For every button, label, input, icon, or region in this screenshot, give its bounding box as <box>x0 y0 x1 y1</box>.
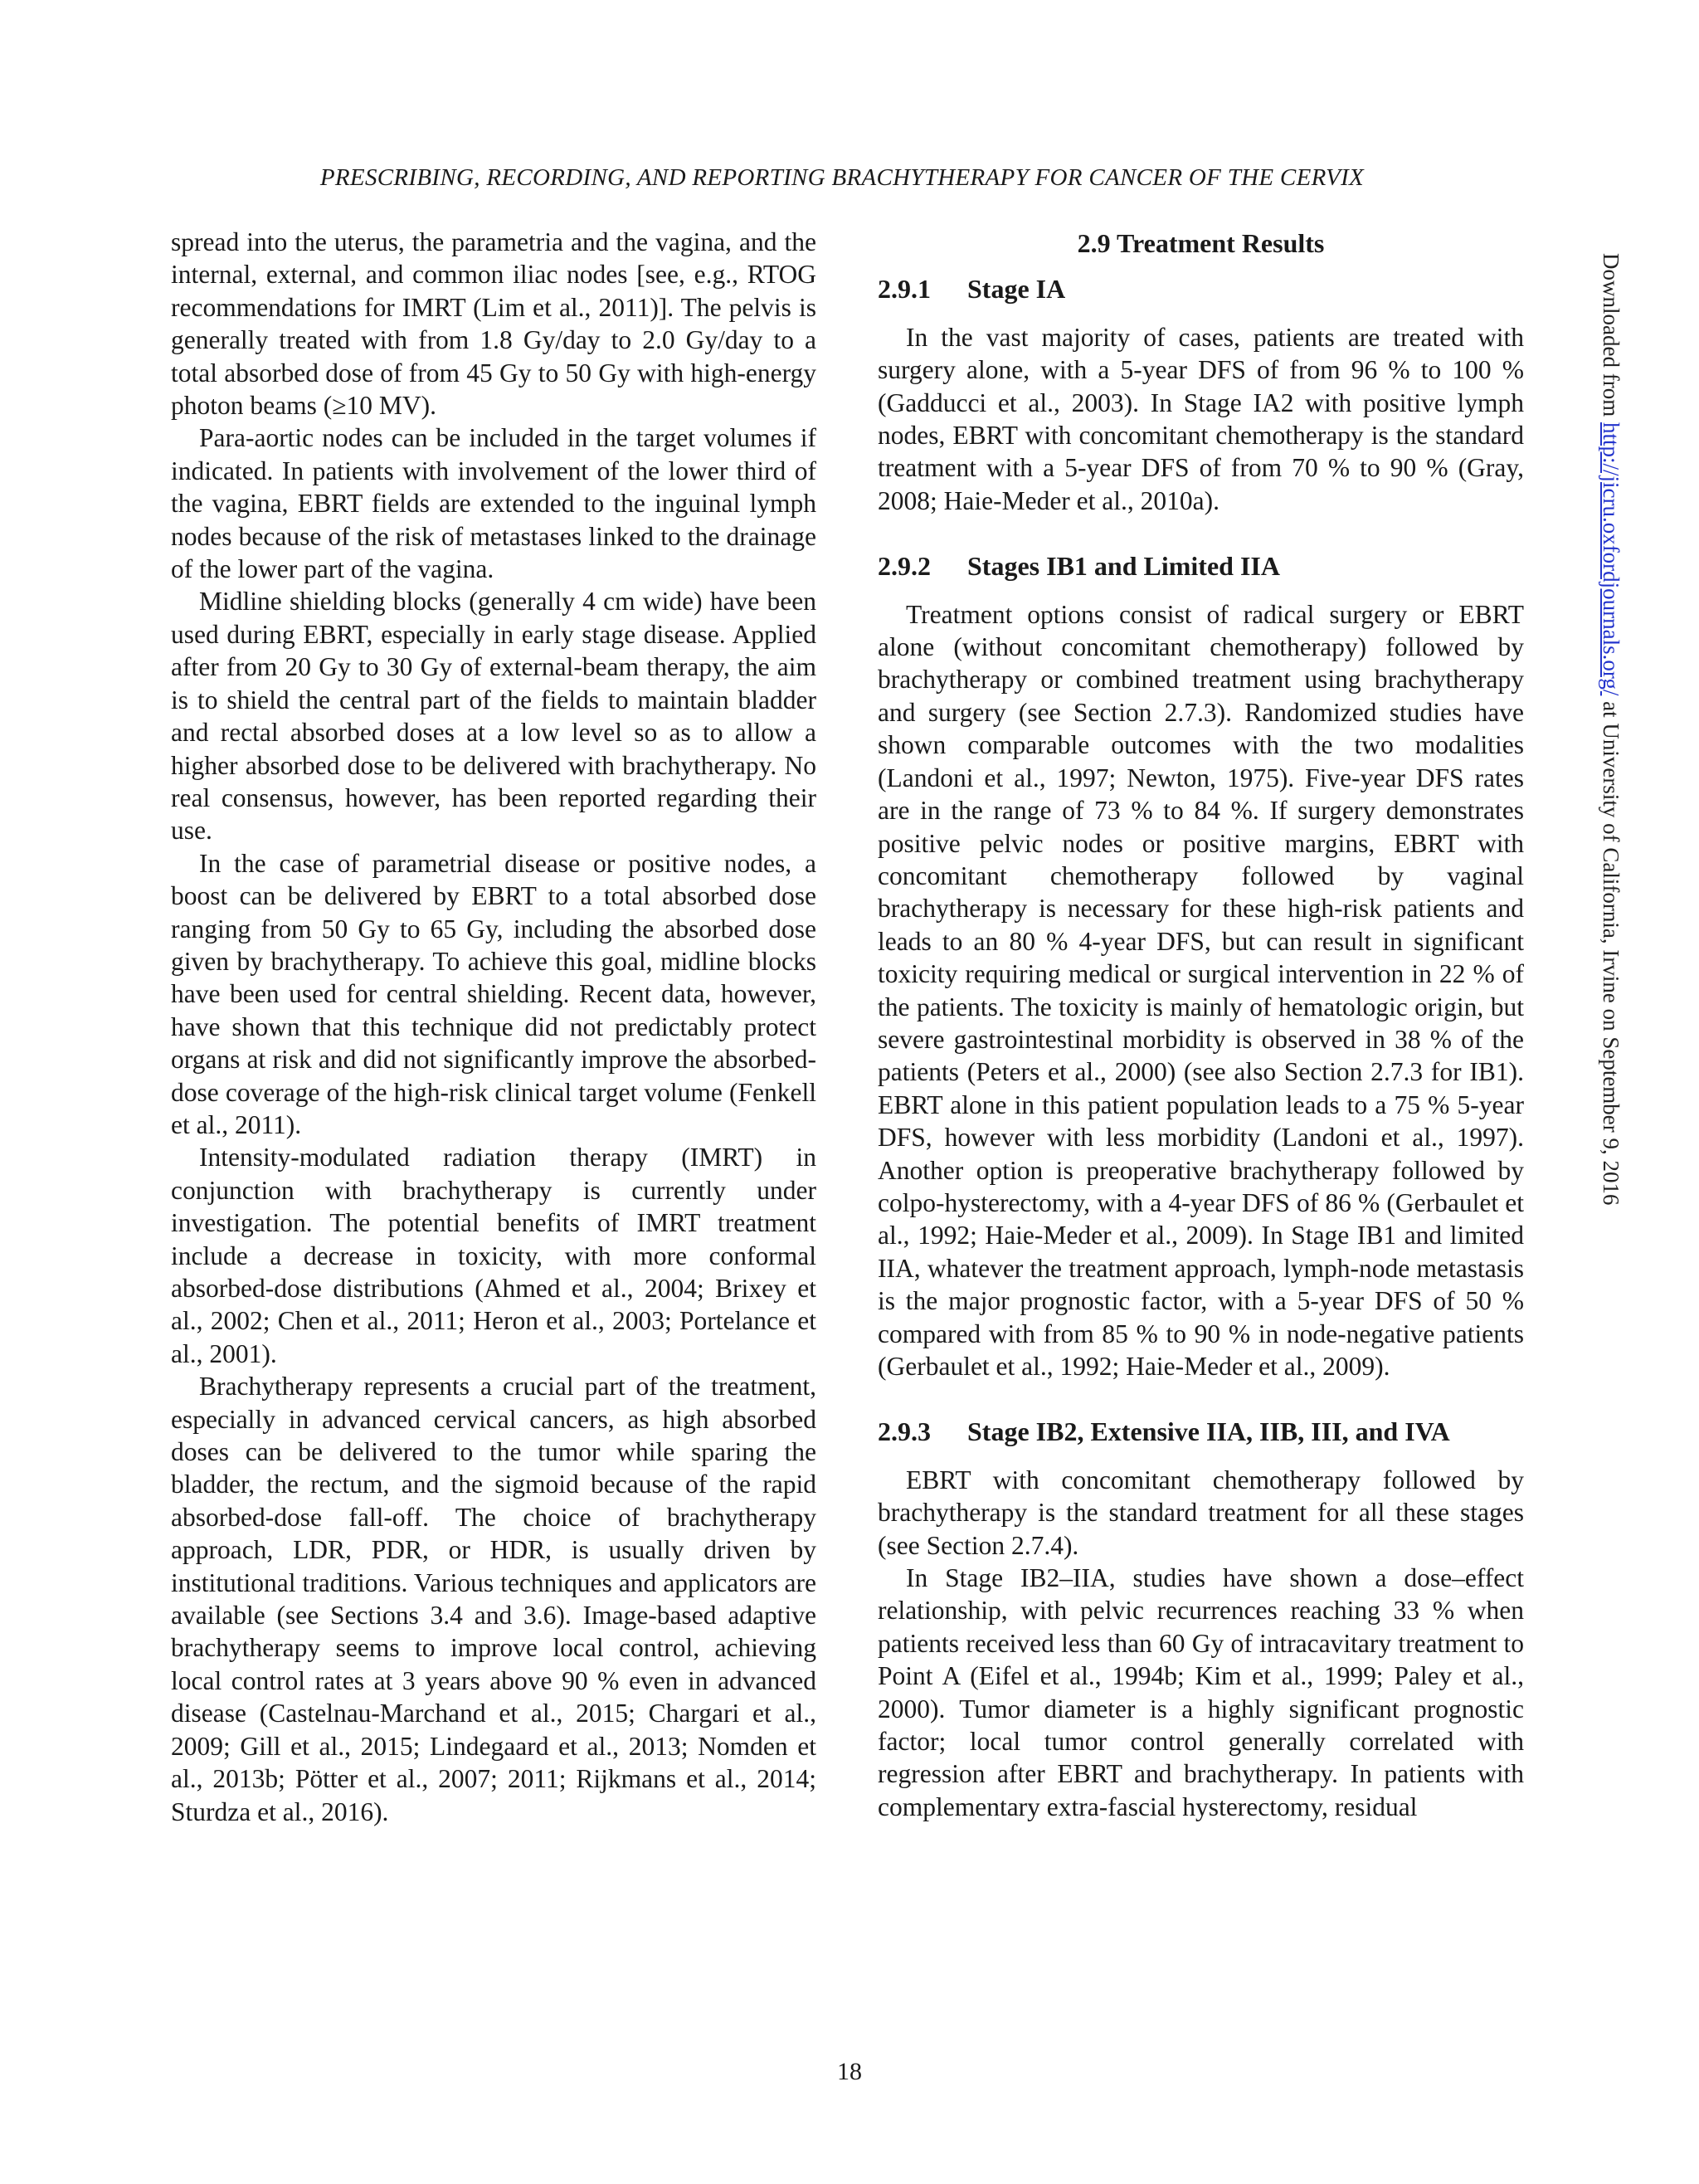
paragraph: In Stage IB2–IIA, studies have shown a dose–effect relationship, with pelvic recurrences reaching 33 % when patients received less than 60 Gy of intracavitary treatment to Point A (Eifel et al., 1994b; Kim et al., 1999; Paley et al., 2000). Tumor diameter is a highly significant prognostic factor; local tumor control generally correlated with regression after EBRT and brachytherapy. In patients with complementary extra-fascial hysterectomy, residual <box>878 1563 1524 1821</box>
paragraph: In the vast majority of cases, patients are treated with surgery alone, with a 5-year DFS of from 96 % to 100 % (Gadducci et al., 2003). In Stage IA2 with positive lymph nodes, EBRT with concomitant chemotherapy is the standard treatment with a 5-year DFS of from 70 % to 90 % (Gray, 2008; Haie-Meder et al., 2010a). <box>878 322 1524 515</box>
subsection-title: Stage IB2, Extensive IIA, IIB, III, and IVA <box>967 1416 1450 1447</box>
left-column <box>171 226 816 1828</box>
journal-link[interactable]: http://jicru.oxfordjournals.org/ <box>1599 422 1624 696</box>
page-number: 18 <box>837 2058 862 2085</box>
subsection-number: 2.9.2 <box>878 551 931 582</box>
subsection-heading <box>878 550 1524 583</box>
paragraph: Para-aortic nodes can be included in the target volumes if indicated. In patients with involvement of the lower third of the vagina, EBRT fields are extended to the inguinal lymph nodes because of the risk of metastases linked to the drainage of the lower part of the vagina. <box>171 423 816 584</box>
download-note-prefix: Downloaded from <box>1599 253 1624 422</box>
subsection-heading <box>878 1416 1524 1448</box>
subsection-number: 2.9.1 <box>878 274 931 305</box>
subsection-number: 2.9.3 <box>878 1416 931 1447</box>
subsection-title: Stages IB1 and Limited IIA <box>967 551 1280 582</box>
subsection-heading <box>878 273 1524 305</box>
subsection-title: Stage IA <box>967 274 1066 305</box>
paragraph: Midline shielding blocks (generally 4 cm wide) have been used during EBRT, especially in early stage disease. Applied after from 20 Gy to 30 Gy of external-beam therapy, the aim is to shield the central part of the fields to maintain bladder and rectal absorbed doses at a low level so as to allow a higher absorbed dose to be delivered with brachytherapy. No real consensus, however, has been reported regarding their use. <box>171 587 816 846</box>
paragraph: spread into the uterus, the parametria and the vagina, and the internal, external, and common iliac nodes [see, e.g., RTOG recommendations for IMRT (Lim et al., 2011)]. The pelvis is generally treated with from 1.8 Gy/day to 2.0 Gy/day to a total absorbed dose of from 45 Gy to 50 Gy with high-energy photon beams (≥10 MV). <box>171 227 816 421</box>
paragraph: Intensity-modulated radiation therapy (IMRT) in conjunction with brachytherapy is currently under investigation. The potential benefits of IMRT treatment include a decrease in toxicity, with more conformal absorbed-dose distributions (Ahmed et al., 2004; Brixey et al., 2002; Chen et al., 2011; Heron et al., 2003; Portelance et al., 2001). <box>171 1143 816 1368</box>
download-note <box>1598 253 1624 1206</box>
right-column <box>878 226 1524 1823</box>
running-title: PRESCRIBING, RECORDING, AND REPORTING BRACHYTHERAPY FOR CANCER OF THE CERVIX <box>319 164 1365 191</box>
paragraph: Brachytherapy represents a crucial part of the treatment, especially in advanced cervical cancers, as high absorbed doses can be delivered to the tumor while sparing the bladder, the rectum, and the sigmoid because of the rapid absorbed-dose fall-off. The choice of brachytherapy approach, LDR, PDR, or HDR, is usually driven by institutional traditions. Various techniques and applicators are available (see Sections 3.4 and 3.6). Image-based adaptive brachytherapy seems to improve local control, achieving local control rates at 3 years above 90 % even in advanced disease (Castelnau-Marchand et al., 2015; Chargari et al., 2009; Gill et al., 2015; Lindegaard et al., 2013; Nomden et al., 2013b; Pötter et al., 2007; 2011; Rijkmans et al., 2014; Sturdza et al., 2016). <box>171 1372 816 1826</box>
section-title: 2.9 Treatment Results <box>1077 228 1325 258</box>
paragraph: EBRT with concomitant chemotherapy followed by brachytherapy is the standard treatment for all these stages (see Section 2.7.4). <box>878 1465 1524 1560</box>
paragraph: Treatment options consist of radical surgery or EBRT alone (without concomitant chemotherapy) followed by brachytherapy or combined treatment using brachytherapy and surgery (see Section 2.7.3). Randomized studies have shown comparable outcomes with the two modalities (Landoni et al., 1997; Newton, 1975). Five-year DFS rates are in the range of 73 % to 84 %. If surgery demonstrates positive pelvic nodes or positive margins, EBRT with concomitant chemotherapy followed by vaginal brachytherapy is necessary for these high-risk patients and leads to an 80 % 4-year DFS, but can result in significant toxicity requiring medical or surgical intervention in 22 % of the patients. The toxicity is mainly of hematologic origin, but severe gastrointestinal morbidity is observed in 38 % of the patients (Peters et al., 2000) (see also Section 2.7.3 for IB1). EBRT alone in this patient population leads to a 75 % 5-year DFS, however with less morbidity (Landoni et al., 1997). Another option is preoperative brachytherapy followed by colpo-hysterectomy, with a 4-year DFS of 86 % (Gerbaulet et al., 1992; Haie-Meder et al., 2009). In Stage IB1 and limited IIA, whatever the treatment approach, lymph-node metastasis is the major prognostic factor, with a 5-year DFS of 50 % compared with from 85 % to 90 % in node-negative patients (Gerbaulet et al., 1992; Haie-Meder et al., 2009). <box>878 599 1524 1381</box>
download-note-suffix: at University of California, Irvine on September 9, 2016 <box>1599 695 1624 1206</box>
paragraph: In the case of parametrial disease or positive nodes, a boost can be delivered by EBRT to a total absorbed dose ranging from 50 Gy to 65 Gy, including the absorbed dose given by brachytherapy. To achieve this goal, midline blocks have been used for central shielding. Recent data, however, have shown that this technique did not predictably protect organs at risk and did not significantly improve the absorbed-dose coverage of the high-risk clinical target volume (Fenkell et al., 2011). <box>171 848 816 1139</box>
